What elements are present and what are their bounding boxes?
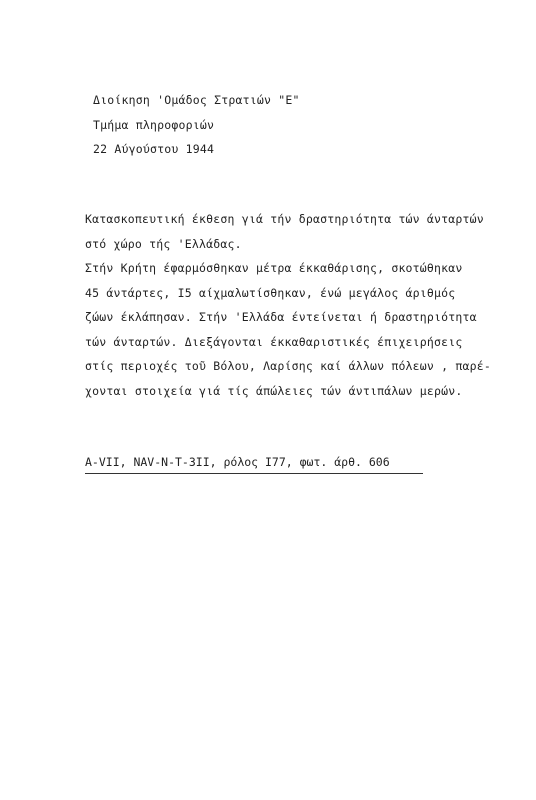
header-date: 22 Αύγούστου 1944 — [93, 142, 215, 156]
reference-underline — [85, 473, 423, 474]
body-line: τών άνταρτών. Διεξάγονται έκκαθαριστικές έπιχειρήσεις — [85, 335, 463, 349]
body-line: ζώων έκλάπησαν. Στήν 'Ελλάδα έντείνεται ή δραστηριότητα — [85, 310, 477, 324]
body-line: Κατασκοπευτική έκθεση γιά τήν δραστηριότητα τών άνταρτών — [85, 212, 484, 226]
body-line: στό χώρο τής 'Ελλάδας. — [85, 237, 242, 251]
body-line: 45 άντάρτες, Ι5 αίχμαλωτίσθηκαν, ένώ μεγάλος άριθμός — [85, 286, 456, 300]
body-line: χονται στοιχεία γιά τίς άπώλειες τών άντιπάλων μερών. — [85, 384, 463, 398]
header-department: Τμήμα πληροφοριών — [93, 118, 215, 132]
header-office: Διοίκηση 'Ομάδος Στρατιών "Ε" — [93, 93, 300, 107]
body-line: στίς περιοχές τοῦ Βόλου, Λαρίσης καί άλλων πόλεων , παρέ- — [85, 359, 492, 373]
body-line: Στήν Κρήτη έφαρμόσθηκαν μέτρα έκκαθάρισης, σκοτώθηκαν — [85, 261, 463, 275]
archive-reference: A-VII, NAV-N-T-3II, ρόλος I77, φωτ. άρθ. 606 — [85, 455, 390, 469]
